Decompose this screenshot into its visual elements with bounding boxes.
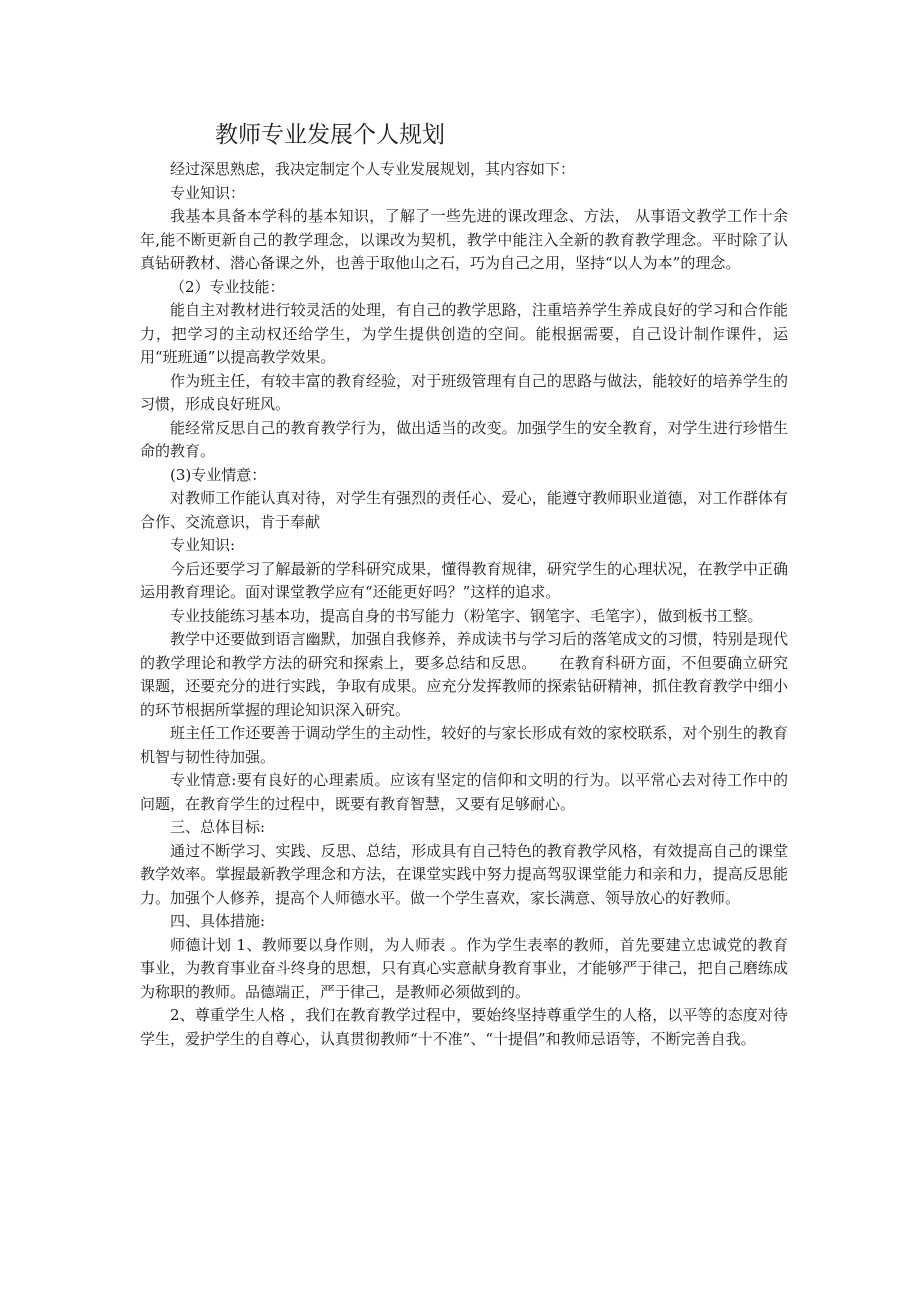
paragraph-knowledge: 我基本具备本学科的基本知识，了解了一些先进的课改理念、方法， 从事语文教学工作十余年,能不断更新自己的教学理念，以课改为契机，教学中能注入全新的教育教学理念。平时除了认真钻研教材、潜心备课之外，也善于取他山之石，巧为自己之用，坚持“以人为本”的理念。 bbox=[140, 207, 788, 272]
paragraph-teaching-future: 教学中还要做到语言幽默，加强自我修养，养成读书与学习后的落笔成文的习惯，特别是现代的教学理论和教学方法的研究和探索上，要多总结和反思。 在教育科研方面，不但要确立研究课题，还要充分的进行实践，争取有成果。应充分发挥教师的探索钻研精神，抓住教育教学中细小的环节根据所掌握的理论知识深入研究。 bbox=[140, 630, 788, 719]
section-heading-skills: （2）专业技能： bbox=[170, 277, 285, 296]
paragraph-sentiment-future: 专业情意:要有良好的心理素质。应该有坚定的信仰和文明的行为。以平常心去对待工作中的问题，在教育学生的过程中，既要有教育智慧，又要有足够耐心。 bbox=[140, 771, 788, 813]
paragraph-sentiment: 对教师工作能认真对待，对学生有强烈的责任心、爱心，能遵守教师职业道德，对工作群体有合作、交流意识，肯于奉献 bbox=[140, 489, 788, 531]
section-heading-measures: 四、具体措施: bbox=[170, 912, 266, 930]
paragraph-goals: 通过不断学习、实践、反思、总结，形成具有自己特色的教育教学风格，有效提高自己的课堂教学效率。掌握最新教学理念和方法，在课堂实践中努力提高驾驭课堂能力和亲和力，提高反思能力。加强个人修养，提高个人师德水平。做一个学生喜欢，家长满意、领导放心的好教师。 bbox=[140, 841, 788, 907]
document-body bbox=[140, 158, 788, 1051]
section-heading-sentiment: (3)专业情意： bbox=[170, 465, 267, 484]
paragraph-skills-2: 作为班主任，有较丰富的教育经验，对于班级管理有自己的思路与做法，能较好的培养学生的习惯，形成良好班风。 bbox=[140, 371, 788, 413]
paragraph-measures-1: 师德计划 1、教师要以身作则，为人师表 。作为学生表率的教师，首先要建立忠诚党的教育事业，为教育事业奋斗终身的思想，只有真心实意献身教育事业，才能够严于律己，把自己磨练成为称职的教师。品德端正，严于律己，是教师必须做到的。 bbox=[140, 935, 788, 1001]
paragraph-skills-future: 专业技能练习基本功，提高自身的书写能力（粉笔字、钢笔字、毛笔字），做到板书工整。 bbox=[170, 606, 763, 625]
paragraph-skills-1: 能自主对教材进行较灵活的处理，有自己的教学思路，注重培养学生养成良好的学习和合作能力，把学习的主动权还给学生，为学生提供创造的空间。能根据需要，自己设计制作课件，运用“班班通”以提高教学效果。 bbox=[140, 301, 788, 366]
section-heading-knowledge-future: 专业知识: bbox=[170, 536, 236, 554]
intro-paragraph: 经过深思熟虑，我决定制定个人专业发展规划，其内容如下： bbox=[170, 160, 576, 178]
paragraph-knowledge-future: 今后还要学习了解最新的学科研究成果，懂得教育规律，研究学生的心理状况，在教学中正确运用教育理论。面对课堂教学应有“还能更好吗？”这样的追求。 bbox=[140, 559, 788, 601]
section-heading-knowledge: 专业知识： bbox=[170, 183, 246, 202]
section-heading-goals: 三、总体目标: bbox=[170, 818, 266, 836]
paragraph-class-teacher: 班主任工作还要善于调动学生的主动性，较好的与家长形成有效的家校联系，对个别生的教育机智与韧性待加强。 bbox=[140, 724, 788, 766]
paragraph-measures-2: 2、尊重学生人格 ，我们在教育教学过程中，要始终坚持尊重学生的人格，以平等的态度对待学生，爱护学生的自尊心，认真贯彻教师“十不准”、“十提倡”和教师忌语等，不断完善自我。 bbox=[140, 1006, 788, 1048]
paragraph-skills-3: 能经常反思自己的教育教学行为，做出适当的改变。加强学生的安全教育，对学生进行珍惜生命的教育。 bbox=[140, 418, 788, 460]
document-title: 教师专业发展个人规划 bbox=[215, 122, 445, 148]
